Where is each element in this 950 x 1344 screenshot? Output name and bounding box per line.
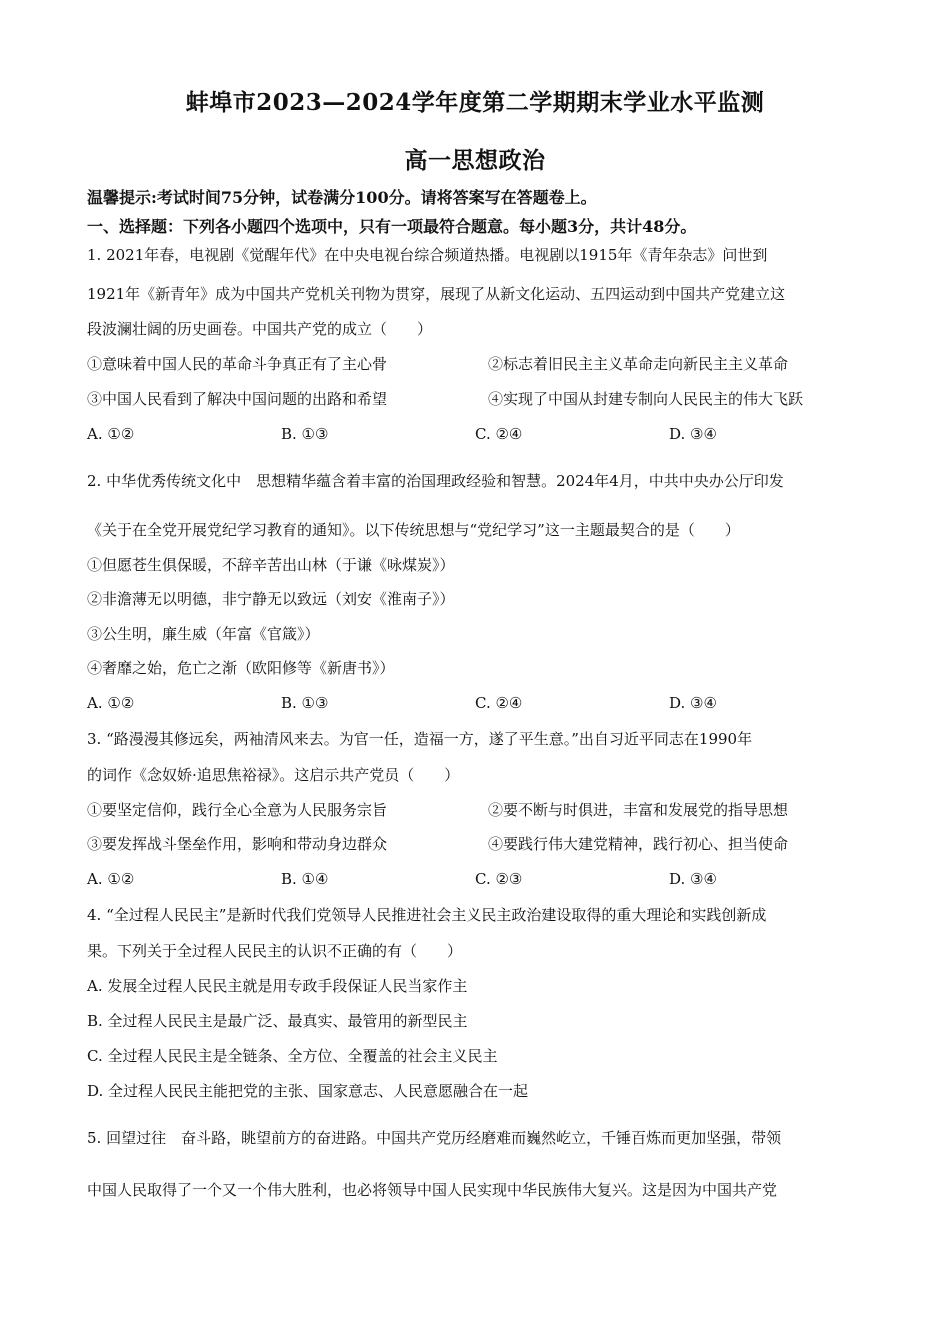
q3-line-2: 的词作《念奴娇·追思焦裕禄》。这启示共产党员（ ） [87, 766, 460, 784]
q3-item-1: ①要坚定信仰，践行全心全意为人民服务宗旨 [87, 801, 388, 819]
section-heading: 一、选择题：下列各小题四个选项中，只有一项最符合题意。每小题3分，共计48分。 [87, 217, 697, 236]
q1-option-b: B. ①③ [281, 425, 329, 443]
notice: 温馨提示:考试时间75分钟，试卷满分100分。请将答案写在答题卷上。 [87, 188, 597, 207]
q4-line-2: 果。下列关于全过程人民民主的认识不正确的有（ ） [87, 942, 463, 960]
q1-item-1: ①意味着中国人民的革命斗争真正有了主心骨 [87, 355, 388, 373]
q3-item-4: ④要践行伟大建党精神，践行初心、担当使命 [488, 835, 789, 853]
exam-title: 蚌埠市2023—2024学年度第二学期期末学业水平监测 [185, 89, 765, 116]
q2-option-c: C. ②④ [475, 694, 523, 712]
q1-item-2: ②标志着旧民主主义革命走向新民主主义革命 [488, 355, 789, 373]
q1-line-1: 1. 2021年春，电视剧《觉醒年代》在中央电视台综合频道热播。电视剧以1915年《青年杂志》问世到 [87, 246, 768, 264]
q1-item-4: ④实现了中国从封建专制向人民民主的伟大飞跃 [488, 390, 804, 408]
q2-option-a: A. ①② [87, 694, 135, 712]
q2-line-2: 《关于在全党开展党纪学习教育的通知》。以下传统思想与“党纪学习”这一主题最契合的是（ ） [87, 521, 740, 539]
q3-item-2: ②要不断与时俱进，丰富和发展党的指导思想 [488, 801, 789, 819]
q2-line-1: 2. 中华优秀传统文化中 思想精华蕴含着丰富的治国理政经验和智慧。2024年4月，中共中央办公厅印发 [87, 472, 784, 490]
q1-line-2: 1921年《新青年》成为中国共产党机关刊物为贯穿，展现了从新文化运动、五四运动到中国共产党建立这 [87, 285, 786, 303]
q1-option-d: D. ③④ [669, 425, 717, 443]
q1-option-c: C. ②④ [475, 425, 523, 443]
q1-item-3: ③中国人民看到了解决中国问题的出路和希望 [87, 390, 388, 408]
q1-option-a: A. ①② [87, 425, 135, 443]
q3-option-b: B. ①④ [281, 870, 329, 888]
q5-line-2: 中国人民取得了一个又一个伟大胜利，也必将领导中国人民实现中华民族伟大复兴。这是因为中国共产党 [87, 1181, 778, 1199]
q2-option-d: D. ③④ [669, 694, 717, 712]
q4-option-c: C. 全过程人民民主是全链条、全方位、全覆盖的社会主义民主 [87, 1047, 498, 1065]
q2-option-b: B. ①③ [281, 694, 329, 712]
q4-line-1: 4. “全过程人民民主”是新时代我们党领导人民推进社会主义民主政治建设取得的重大理论和实践创新成 [87, 906, 767, 924]
q3-line-1: 3. “路漫漫其修远矣，两袖清风来去。为官一任，造福一方，遂了平生意。”出自习近平同志在1990年 [87, 730, 753, 748]
q2-item-4: ④奢靡之始，危亡之渐（欧阳修等《新唐书》） [87, 659, 395, 677]
q4-option-d: D. 全过程人民民主能把党的主张、国家意志、人民意愿融合在一起 [87, 1082, 529, 1100]
q2-item-2: ②非澹薄无以明德，非宁静无以致远（刘安《淮南子》） [87, 590, 455, 608]
q4-option-b: B. 全过程人民民主是最广泛、最真实、最管用的新型民主 [87, 1012, 468, 1030]
q5-line-1: 5. 回望过往 奋斗路，眺望前方的奋进路。中国共产党历经磨难而巍然屹立，千锤百炼而更加坚强，带领 [87, 1129, 782, 1147]
q3-option-c: C. ②③ [475, 870, 523, 888]
q1-line-3: 段波澜壮阔的历史画卷。中国共产党的成立（ ） [87, 320, 433, 338]
q3-item-3: ③要发挥战斗堡垒作用，影响和带动身边群众 [87, 835, 388, 853]
q2-item-3: ③公生明，廉生威（年富《官箴》） [87, 625, 320, 643]
subject-title: 高一思想政治 [404, 147, 546, 174]
q4-option-a: A. 发展全过程人民民主就是用专政手段保证人民当家作主 [87, 977, 468, 995]
q3-option-a: A. ①② [87, 870, 135, 888]
q3-option-d: D. ③④ [669, 870, 717, 888]
q2-item-1: ①但愿苍生俱保暖，不辞辛苦出山林（于谦《咏煤炭》） [87, 556, 455, 574]
